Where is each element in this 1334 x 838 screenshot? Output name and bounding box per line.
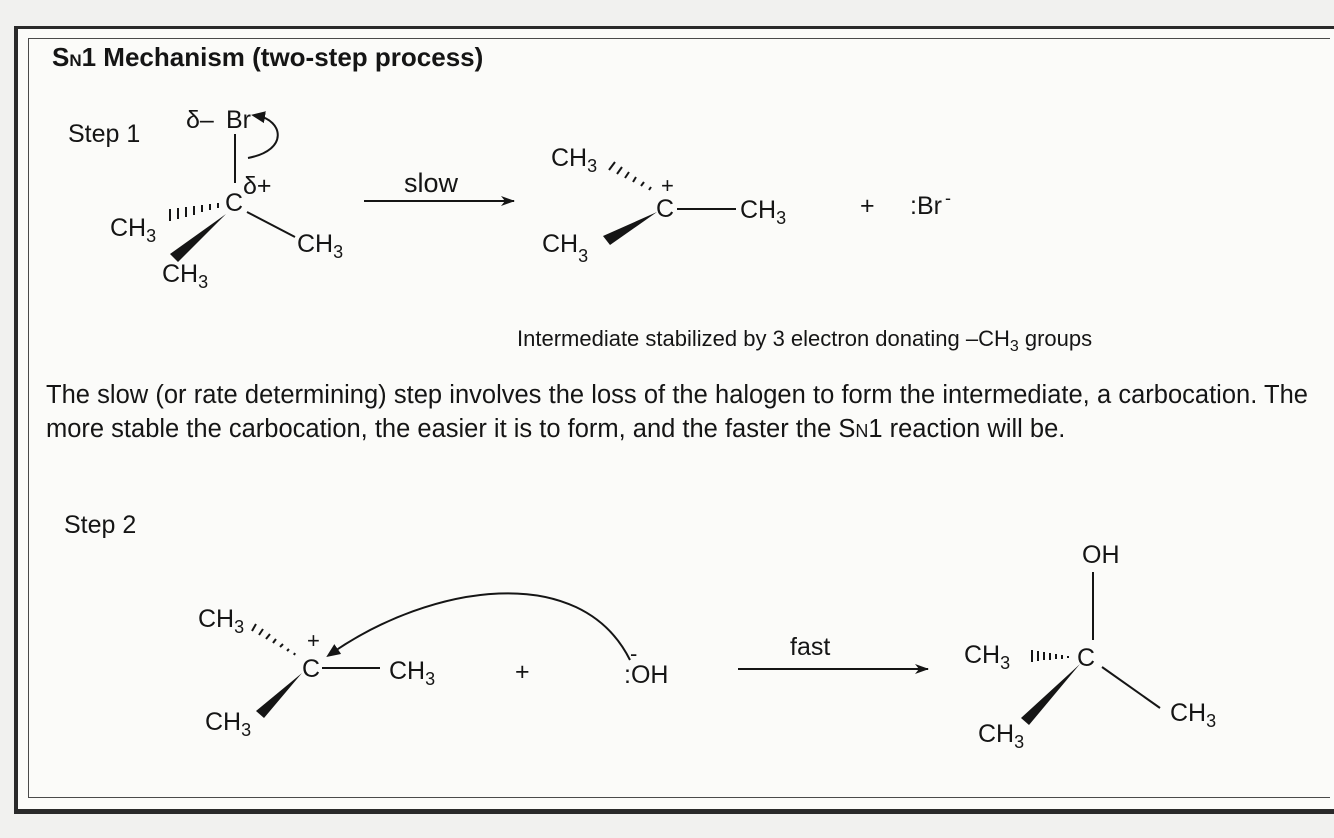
s2-charge: + xyxy=(307,628,320,653)
carbocation-carbon: C xyxy=(656,195,675,223)
s2-carbon: C xyxy=(302,655,321,683)
product-methyl-down: $CH_3$ xyxy=(978,720,1025,752)
step1-plus: + xyxy=(860,192,875,220)
delta-minus-label: δ– xyxy=(186,106,214,134)
product-hashed-bond xyxy=(1032,650,1068,662)
curved-arrow-br xyxy=(248,116,278,158)
s2-wedge xyxy=(256,673,302,718)
step2-carbocation xyxy=(198,605,435,740)
bromine-label: Br xyxy=(226,106,251,134)
step1-carbocation xyxy=(542,144,786,266)
hydroxide-charge: - xyxy=(630,641,638,666)
s2-methyl-right: $CH_3$ xyxy=(389,657,436,689)
s2-methyl-top: $CH_3$ xyxy=(198,605,245,637)
methyl-down: $CH_3$ xyxy=(162,260,209,292)
hashed-bond-left xyxy=(170,203,218,221)
carbocation-methyl-right: $CH_3$ xyxy=(740,196,787,228)
s2-methyl-bottom: $CH_3$ xyxy=(205,708,252,740)
product-wedge xyxy=(1021,664,1080,725)
wedge-bond-down xyxy=(170,214,226,262)
reactant-carbon: C xyxy=(225,189,244,217)
step2-label: Step 2 xyxy=(64,511,137,539)
figure-title: SN1 Mechanism (two-step process) xyxy=(52,42,484,72)
explanation-paragraph: The slow (or rate determining) step involves the loss of the halogen to form the intermediate, a carbocation. The more stable the carbocation, the easier it is to form, and the faster the SN1 reaction will be. xyxy=(46,381,1308,443)
product-methyl-right: $CH_3$ xyxy=(1170,699,1217,731)
step1-reactant xyxy=(110,106,343,292)
product-methyl-left: $CH_3$ xyxy=(964,641,1011,673)
hydroxide-ion: :OH xyxy=(624,661,669,689)
product-carbon: C xyxy=(1077,644,1096,672)
s2-hashed-bond xyxy=(252,624,295,655)
carbocation-hashed-bond xyxy=(609,162,651,190)
carbocation-wedge xyxy=(603,212,657,245)
product-hydroxyl: OH xyxy=(1082,541,1120,569)
methyl-left: $CH_3$ xyxy=(110,214,157,246)
carbocation-charge: + xyxy=(661,173,674,198)
slow-label: slow xyxy=(404,168,459,198)
bond-right xyxy=(247,212,295,237)
curved-arrow-oh xyxy=(332,593,630,660)
delta-plus-label: δ+ xyxy=(243,172,272,200)
carbocation-methyl-bottom: $CH_3$ xyxy=(542,230,589,266)
carbocation-methyl-top: $CH_3$ xyxy=(551,144,598,176)
step2-plus: + xyxy=(515,658,530,686)
fast-label: fast xyxy=(790,633,831,661)
step1-label: Step 1 xyxy=(68,120,141,148)
methyl-right: $CH_3$ xyxy=(297,230,344,262)
intermediate-caption: Intermediate stabilized by 3 electron donating $-CH_3$ groups xyxy=(517,326,1093,355)
product-bond-right xyxy=(1102,667,1160,708)
step2-product xyxy=(964,541,1216,752)
bromide-ion: :Br - xyxy=(910,188,951,220)
